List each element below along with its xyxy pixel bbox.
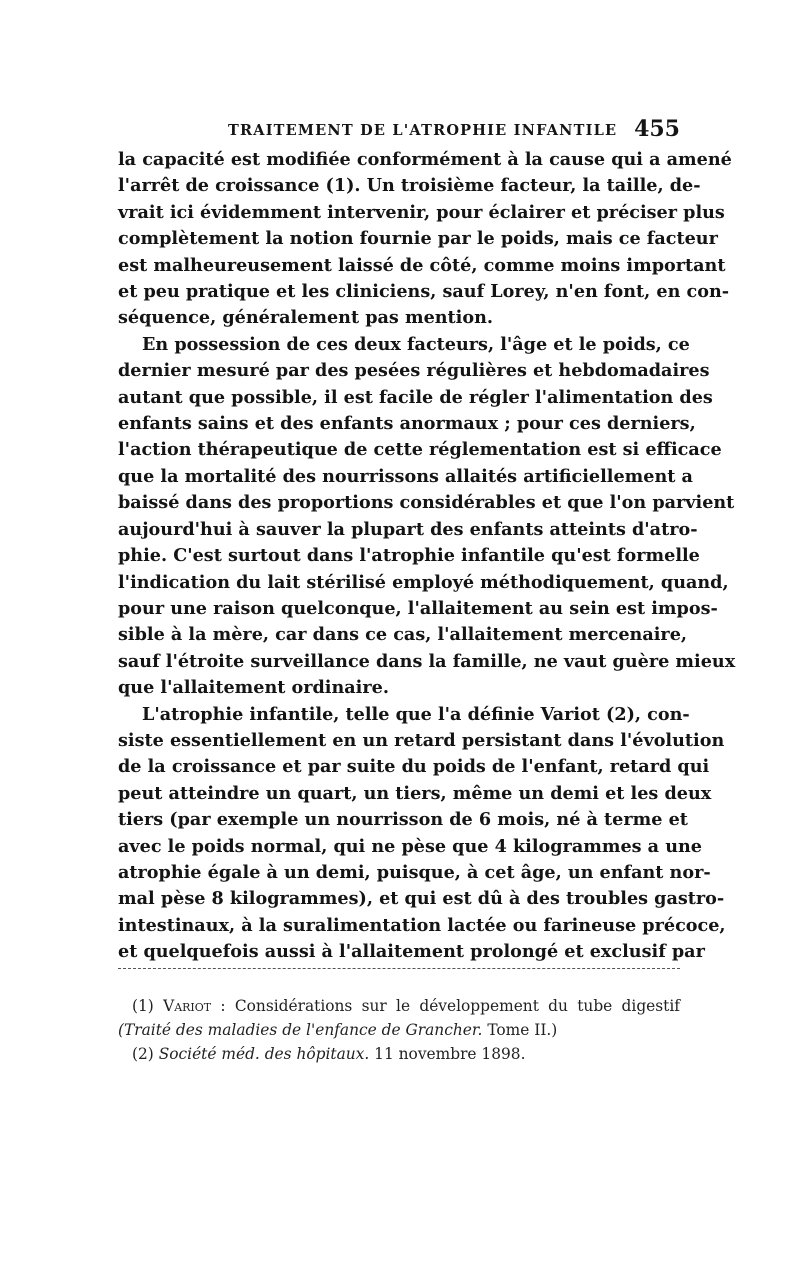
text-line: l'indication du lait stérilisé employé méthodiquement, quand,: [118, 571, 729, 593]
footnote-text: 11 novembre 1898.: [374, 1045, 526, 1063]
text-line: enfants sains et des enfants anormaux ; pour ces derniers,: [118, 413, 696, 435]
footnote-text: Tome II.): [487, 1021, 558, 1039]
text-line: mal pèse 8 kilogrammes), et qui est dû à des troubles gastro-: [118, 888, 725, 910]
text-line: aujourd'hui à sauver la plupart des enfants atteints d'atro-: [118, 518, 698, 540]
text-line: peut atteindre un quart, un tiers, même un demi et les deux: [118, 782, 712, 804]
text-line: séquence, généralement pas mention.: [118, 307, 494, 329]
text-line: complètement la notion fournie par le poids, mais ce facteur: [118, 228, 718, 250]
text-line: tiers (par exemple un nourrisson de 6 mois, né à terme et: [118, 809, 688, 831]
running-header: [118, 116, 680, 144]
text-line: l'arrêt de croissance (1). Un troisième facteur, la taille, de-: [118, 175, 701, 197]
text-line: atrophie égale à un demi, puisque, à cet âge, un enfant nor-: [118, 861, 711, 883]
text-line: autant que possible, il est facile de régler l'alimentation des: [118, 386, 713, 408]
footnote-text: : Considérations sur le développement du tube digestif: [220, 997, 680, 1015]
text-line: dernier mesuré par des pesées régulières et hebdomadaires: [118, 360, 710, 382]
text-line: En possession de ces deux facteurs, l'âge et le poids, ce: [142, 333, 690, 355]
footnote-work-title: Société méd. des hôpitaux.: [158, 1045, 370, 1063]
running-title: TRAITEMENT DE L'ATROPHIE INFANTILE: [228, 122, 618, 139]
text-line: siste essentiellement en un retard persistant dans l'évolution: [118, 729, 725, 751]
text-line: la capacité est modifiée conformément à la cause qui a amené: [118, 149, 732, 170]
text-line: vrait ici évidemment intervenir, pour éclairer et préciser plus: [118, 201, 725, 223]
footnote-1-continuation: [118, 1018, 680, 1042]
footnote-work-title: (Traité des maladies de l'enfance de Grancher.: [118, 1021, 483, 1039]
text-line: sible à la mère, car dans ce cas, l'allaitement mercenaire,: [118, 624, 688, 646]
footnotes: [118, 994, 680, 1066]
text-line: avec le poids normal, qui ne pèse que 4 kilogrammes a une: [118, 835, 702, 857]
text-line: L'atrophie infantile, telle que l'a définie Variot (2), con-: [142, 703, 690, 725]
body-text: [118, 147, 736, 966]
footnote-author: Variot: [163, 997, 212, 1015]
text-line: phie. C'est surtout dans l'atrophie infantile qu'est formelle: [118, 545, 700, 567]
footnote-marker: (2): [132, 1045, 154, 1063]
text-line: baissé dans des proportions considérables et que l'on parvient: [118, 492, 735, 514]
footnote-1: [118, 994, 680, 1018]
text-line: et quelquefois aussi à l'allaitement prolongé et exclusif par: [118, 941, 705, 963]
text-line: que l'allaitement ordinaire.: [118, 677, 389, 699]
text-line: pour une raison quelconque, l'allaitement au sein est impos-: [118, 597, 718, 619]
text-line: que la mortalité des nourrissons allaités artificiellement a: [118, 465, 693, 487]
page-number: 455: [634, 116, 680, 142]
text-line: est malheureusement laissé de côté, comme moins important: [118, 254, 726, 276]
text-line: de la croissance et par suite du poids de l'enfant, retard qui: [118, 756, 710, 778]
text-line: intestinaux, à la suralimentation lactée ou farineuse précoce,: [118, 914, 726, 936]
text-line: sauf l'étroite surveillance dans la famille, ne vaut guère mieux: [118, 650, 736, 672]
text-line: et peu pratique et les cliniciens, sauf Lorey, n'en font, en con-: [118, 281, 730, 303]
footnote-marker: (1): [132, 997, 154, 1015]
footnote-2: [118, 1042, 680, 1066]
footnote-separator: [118, 968, 680, 969]
text-line: l'action thérapeutique de cette réglementation est si efficace: [118, 439, 722, 461]
